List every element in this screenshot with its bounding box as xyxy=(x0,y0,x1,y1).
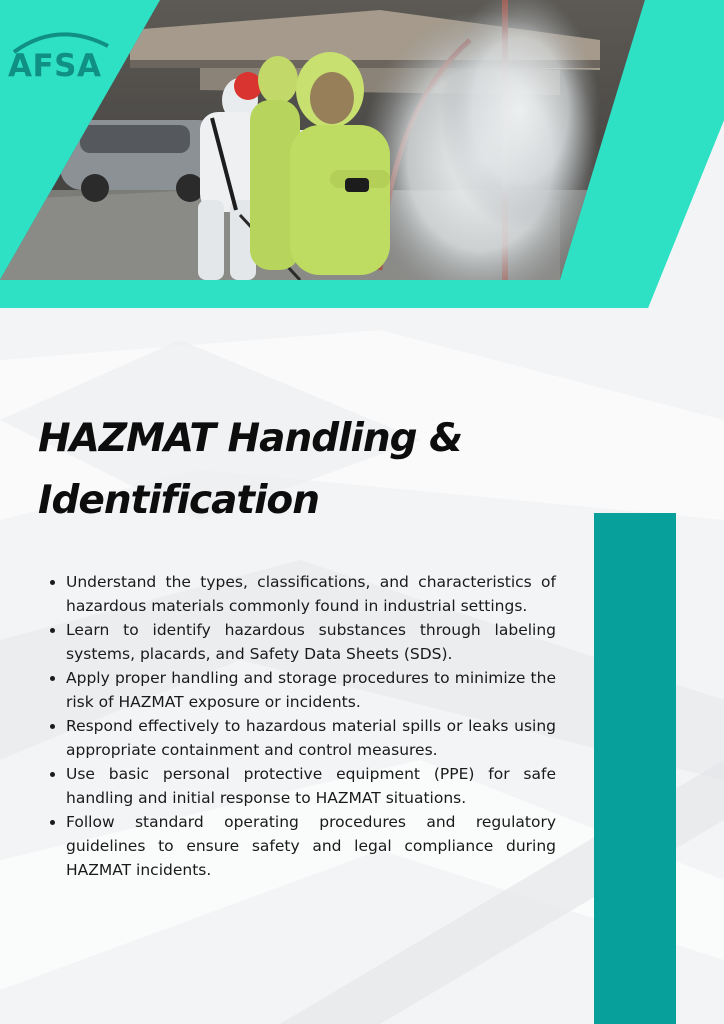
list-item: • Learn to identify hazardous substances through labeling systems, placards, and Safety Data Sheets (SDS). xyxy=(66,618,556,666)
afsa-logo xyxy=(8,26,118,86)
list-item: • Apply proper handling and storage procedures to minimize the risk of HAZMAT exposure or incidents. xyxy=(66,666,556,714)
teal-accent-bar xyxy=(594,513,676,1024)
page-title xyxy=(38,408,598,532)
objectives-list xyxy=(38,570,556,882)
list-item: • Use basic personal protective equipment (PPE) for safe handling and initial response to HAZMAT situations. xyxy=(66,762,556,810)
list-item: • Understand the types, classifications, and characteristics of hazardous materials commonly found in industrial settings. xyxy=(66,570,556,618)
title-line-1: HAZMAT Handling & xyxy=(38,416,463,461)
logo-text: AFSA xyxy=(8,48,102,84)
list-item: • Respond effectively to hazardous material spills or leaks using appropriate containment and control measures. xyxy=(66,714,556,762)
title-line-2: Identification xyxy=(38,478,319,523)
list-item: • Follow standard operating procedures and regulatory guidelines to ensure safety and legal compliance during HAZMAT incidents. xyxy=(66,810,556,882)
